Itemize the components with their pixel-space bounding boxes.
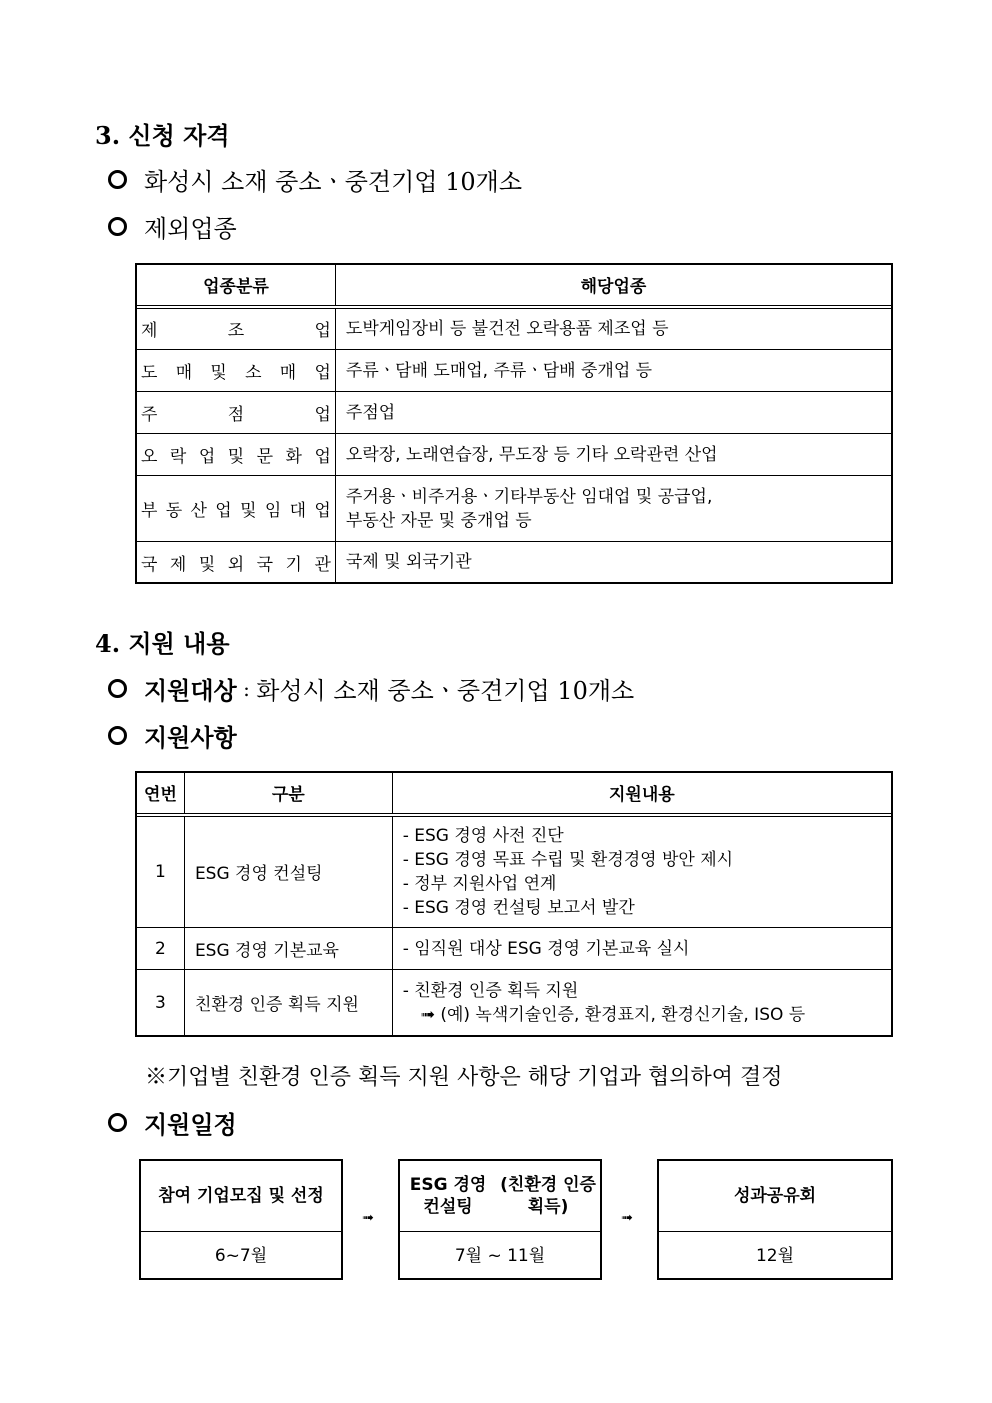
industries-cell bbox=[335, 350, 891, 392]
schedule-step-title bbox=[400, 1161, 600, 1232]
text-line: 성과공유회 bbox=[733, 1186, 817, 1206]
category-cell bbox=[141, 316, 331, 341]
category-char: 관 bbox=[314, 554, 331, 575]
text-line: - 친환경 인증 획득 지원 bbox=[402, 980, 579, 1001]
schedule-step-period: 7월 ~ 11월 bbox=[454, 1246, 546, 1266]
table-row bbox=[137, 434, 892, 476]
row-content bbox=[392, 970, 891, 1036]
industries-cell bbox=[335, 307, 891, 350]
text-line: ESG 경영 컨설팅 bbox=[409, 1175, 487, 1217]
category-char: 업 bbox=[314, 501, 331, 521]
schedule-step-recruit bbox=[139, 1159, 343, 1280]
table-row bbox=[137, 476, 892, 542]
industries-cell bbox=[335, 542, 891, 583]
industries-cell bbox=[335, 434, 891, 476]
category-char: 국 bbox=[256, 554, 274, 575]
text-line: - ESG 경영 컨설팅 보고서 발간 bbox=[402, 897, 635, 918]
category-char: 동 bbox=[165, 501, 183, 521]
text-line: 주류ㆍ담배 도매업, 주류ㆍ담배 중개업 등 bbox=[345, 360, 653, 381]
header-category: 업종분류 bbox=[137, 265, 336, 307]
row-content bbox=[392, 815, 891, 928]
category-char: 화 bbox=[285, 447, 302, 467]
table-row bbox=[137, 928, 892, 970]
row-content bbox=[392, 928, 891, 970]
support-items-label: 지원사항 bbox=[144, 723, 237, 752]
text-line: - 임직원 대상 ESG 경영 기본교육 실시 bbox=[402, 938, 690, 959]
circle-bullet-icon bbox=[108, 217, 127, 236]
category-char: 및 bbox=[210, 363, 227, 383]
header-type: 구분 bbox=[184, 773, 392, 815]
schedule-step-consulting bbox=[398, 1159, 602, 1280]
row-number: 3 bbox=[137, 970, 185, 1036]
text-line: 오락장, 노래연습장, 무도장 등 기타 오락관련 산업 bbox=[345, 444, 718, 465]
category-cell bbox=[141, 400, 331, 425]
category-char: 오 bbox=[141, 447, 158, 467]
support-items-bullet bbox=[108, 718, 237, 753]
note-text: ※기업별 친환경 인증 획득 지원 사항은 해당 기업과 협의하여 결정 bbox=[145, 1065, 783, 1090]
row-type: ESG 경영 컨설팅 bbox=[184, 815, 392, 928]
row-number: 2 bbox=[137, 928, 185, 970]
text-line: 참여 기업 bbox=[158, 1186, 230, 1206]
category-char: 부 bbox=[141, 501, 158, 521]
category-char: 임 bbox=[264, 501, 282, 521]
category-char: 외 bbox=[227, 554, 245, 575]
circle-bullet-icon bbox=[108, 726, 127, 745]
arrow-right-icon: ➟ bbox=[621, 1210, 633, 1226]
text-line: 주거용ㆍ비주거용ㆍ기타부동산 임대업 및 공급업, bbox=[345, 486, 713, 507]
eligibility-text: 화성시 소재 중소ㆍ중견기업 10개소 bbox=[144, 168, 523, 196]
circle-bullet-icon bbox=[108, 1113, 127, 1132]
support-target-separator: : bbox=[236, 676, 257, 701]
category-char: 및 bbox=[240, 501, 257, 521]
text-line: 국제 및 외국기관 bbox=[345, 552, 472, 572]
excluded-industries-table bbox=[136, 264, 892, 583]
schedule-step-title bbox=[141, 1161, 341, 1232]
category-char: 산 bbox=[190, 501, 207, 521]
category-char: 매 bbox=[175, 363, 193, 383]
text-line: - 정부 지원사업 연계 bbox=[402, 873, 557, 894]
circle-bullet-icon bbox=[108, 170, 127, 189]
arrow-right-icon: ➟ bbox=[362, 1210, 374, 1226]
text-line: 도박게임장비 등 불건전 오락용품 제조업 등 bbox=[345, 318, 669, 339]
category-char: 업 bbox=[198, 447, 216, 467]
category-char: 업 bbox=[314, 363, 331, 383]
category-char: 국 bbox=[141, 554, 158, 575]
text-line: 모집 및 선정 bbox=[229, 1186, 324, 1206]
schedule-bullet bbox=[108, 1105, 237, 1140]
category-char: 주 bbox=[141, 405, 158, 425]
table-row bbox=[137, 307, 892, 350]
category-char: 제 bbox=[169, 554, 187, 575]
category-cell bbox=[141, 496, 331, 521]
schedule-label: 지원일정 bbox=[144, 1110, 237, 1139]
schedule-step-sharing bbox=[657, 1159, 893, 1280]
category-char: 락 bbox=[169, 447, 187, 467]
eligibility-bullet bbox=[108, 162, 522, 197]
category-char: 업 bbox=[215, 501, 232, 521]
category-char: 및 bbox=[198, 554, 216, 575]
category-char: 매 bbox=[279, 363, 297, 383]
table-row bbox=[137, 542, 892, 583]
section3-title: 3. 신청 자격 bbox=[95, 121, 230, 150]
text-line: 주점업 bbox=[345, 402, 396, 423]
schedule-step-title bbox=[659, 1161, 891, 1232]
category-char: 제 bbox=[141, 321, 158, 342]
schedule-step-period: 12월 bbox=[755, 1246, 795, 1266]
support-target-text: 화성시 소재 중소ㆍ중견기업 10개소 bbox=[256, 677, 635, 705]
category-char: 기 bbox=[285, 554, 302, 575]
schedule-step-period: 6~7월 bbox=[214, 1246, 268, 1266]
category-char: 업 bbox=[314, 321, 331, 342]
header-industries: 해당업종 bbox=[335, 265, 891, 307]
table-row bbox=[137, 970, 892, 1036]
header-no: 연번 bbox=[137, 773, 185, 815]
category-char: 소 bbox=[245, 363, 262, 383]
support-target-label: 지원대상 bbox=[144, 676, 237, 705]
category-cell bbox=[141, 442, 331, 467]
category-cell bbox=[141, 550, 331, 575]
category-char: 업 bbox=[314, 405, 331, 425]
category-char: 도 bbox=[141, 363, 158, 383]
circle-bullet-icon bbox=[108, 679, 127, 698]
category-char: 점 bbox=[227, 405, 245, 425]
industries-cell bbox=[335, 392, 891, 434]
excluded-text: 제외업종 bbox=[144, 215, 237, 243]
category-char: 및 bbox=[227, 447, 245, 467]
row-type: 친환경 인증 획득 지원 bbox=[184, 970, 392, 1036]
category-char: 조 bbox=[227, 321, 245, 342]
table-row bbox=[137, 392, 892, 434]
text-line: - ESG 경영 목표 수립 및 환경경영 방안 제시 bbox=[402, 849, 734, 870]
support-target-bullet bbox=[108, 671, 634, 706]
section4-title: 4. 지원 내용 bbox=[95, 629, 230, 658]
excluded-bullet bbox=[108, 209, 237, 244]
support-items-table bbox=[136, 772, 892, 1036]
category-char: 업 bbox=[314, 447, 331, 467]
row-type: ESG 경영 기본교육 bbox=[184, 928, 392, 970]
text-line: - ESG 경영 사전 진단 bbox=[402, 825, 564, 846]
text-line: 부동산 자문 및 중개업 등 bbox=[345, 510, 532, 531]
text-line: (친환경 인증 획득) bbox=[500, 1175, 596, 1217]
table-row bbox=[137, 350, 892, 392]
row-number: 1 bbox=[137, 815, 185, 928]
text-line: ➟ (예) 녹색기술인증, 환경표지, 환경신기술, ISO 등 bbox=[420, 1004, 806, 1025]
header-content: 지원내용 bbox=[392, 773, 891, 815]
category-char: 대 bbox=[289, 501, 307, 521]
category-char: 문 bbox=[256, 447, 274, 467]
category-cell bbox=[141, 358, 331, 383]
industries-cell bbox=[335, 476, 891, 542]
table-row bbox=[137, 815, 892, 928]
